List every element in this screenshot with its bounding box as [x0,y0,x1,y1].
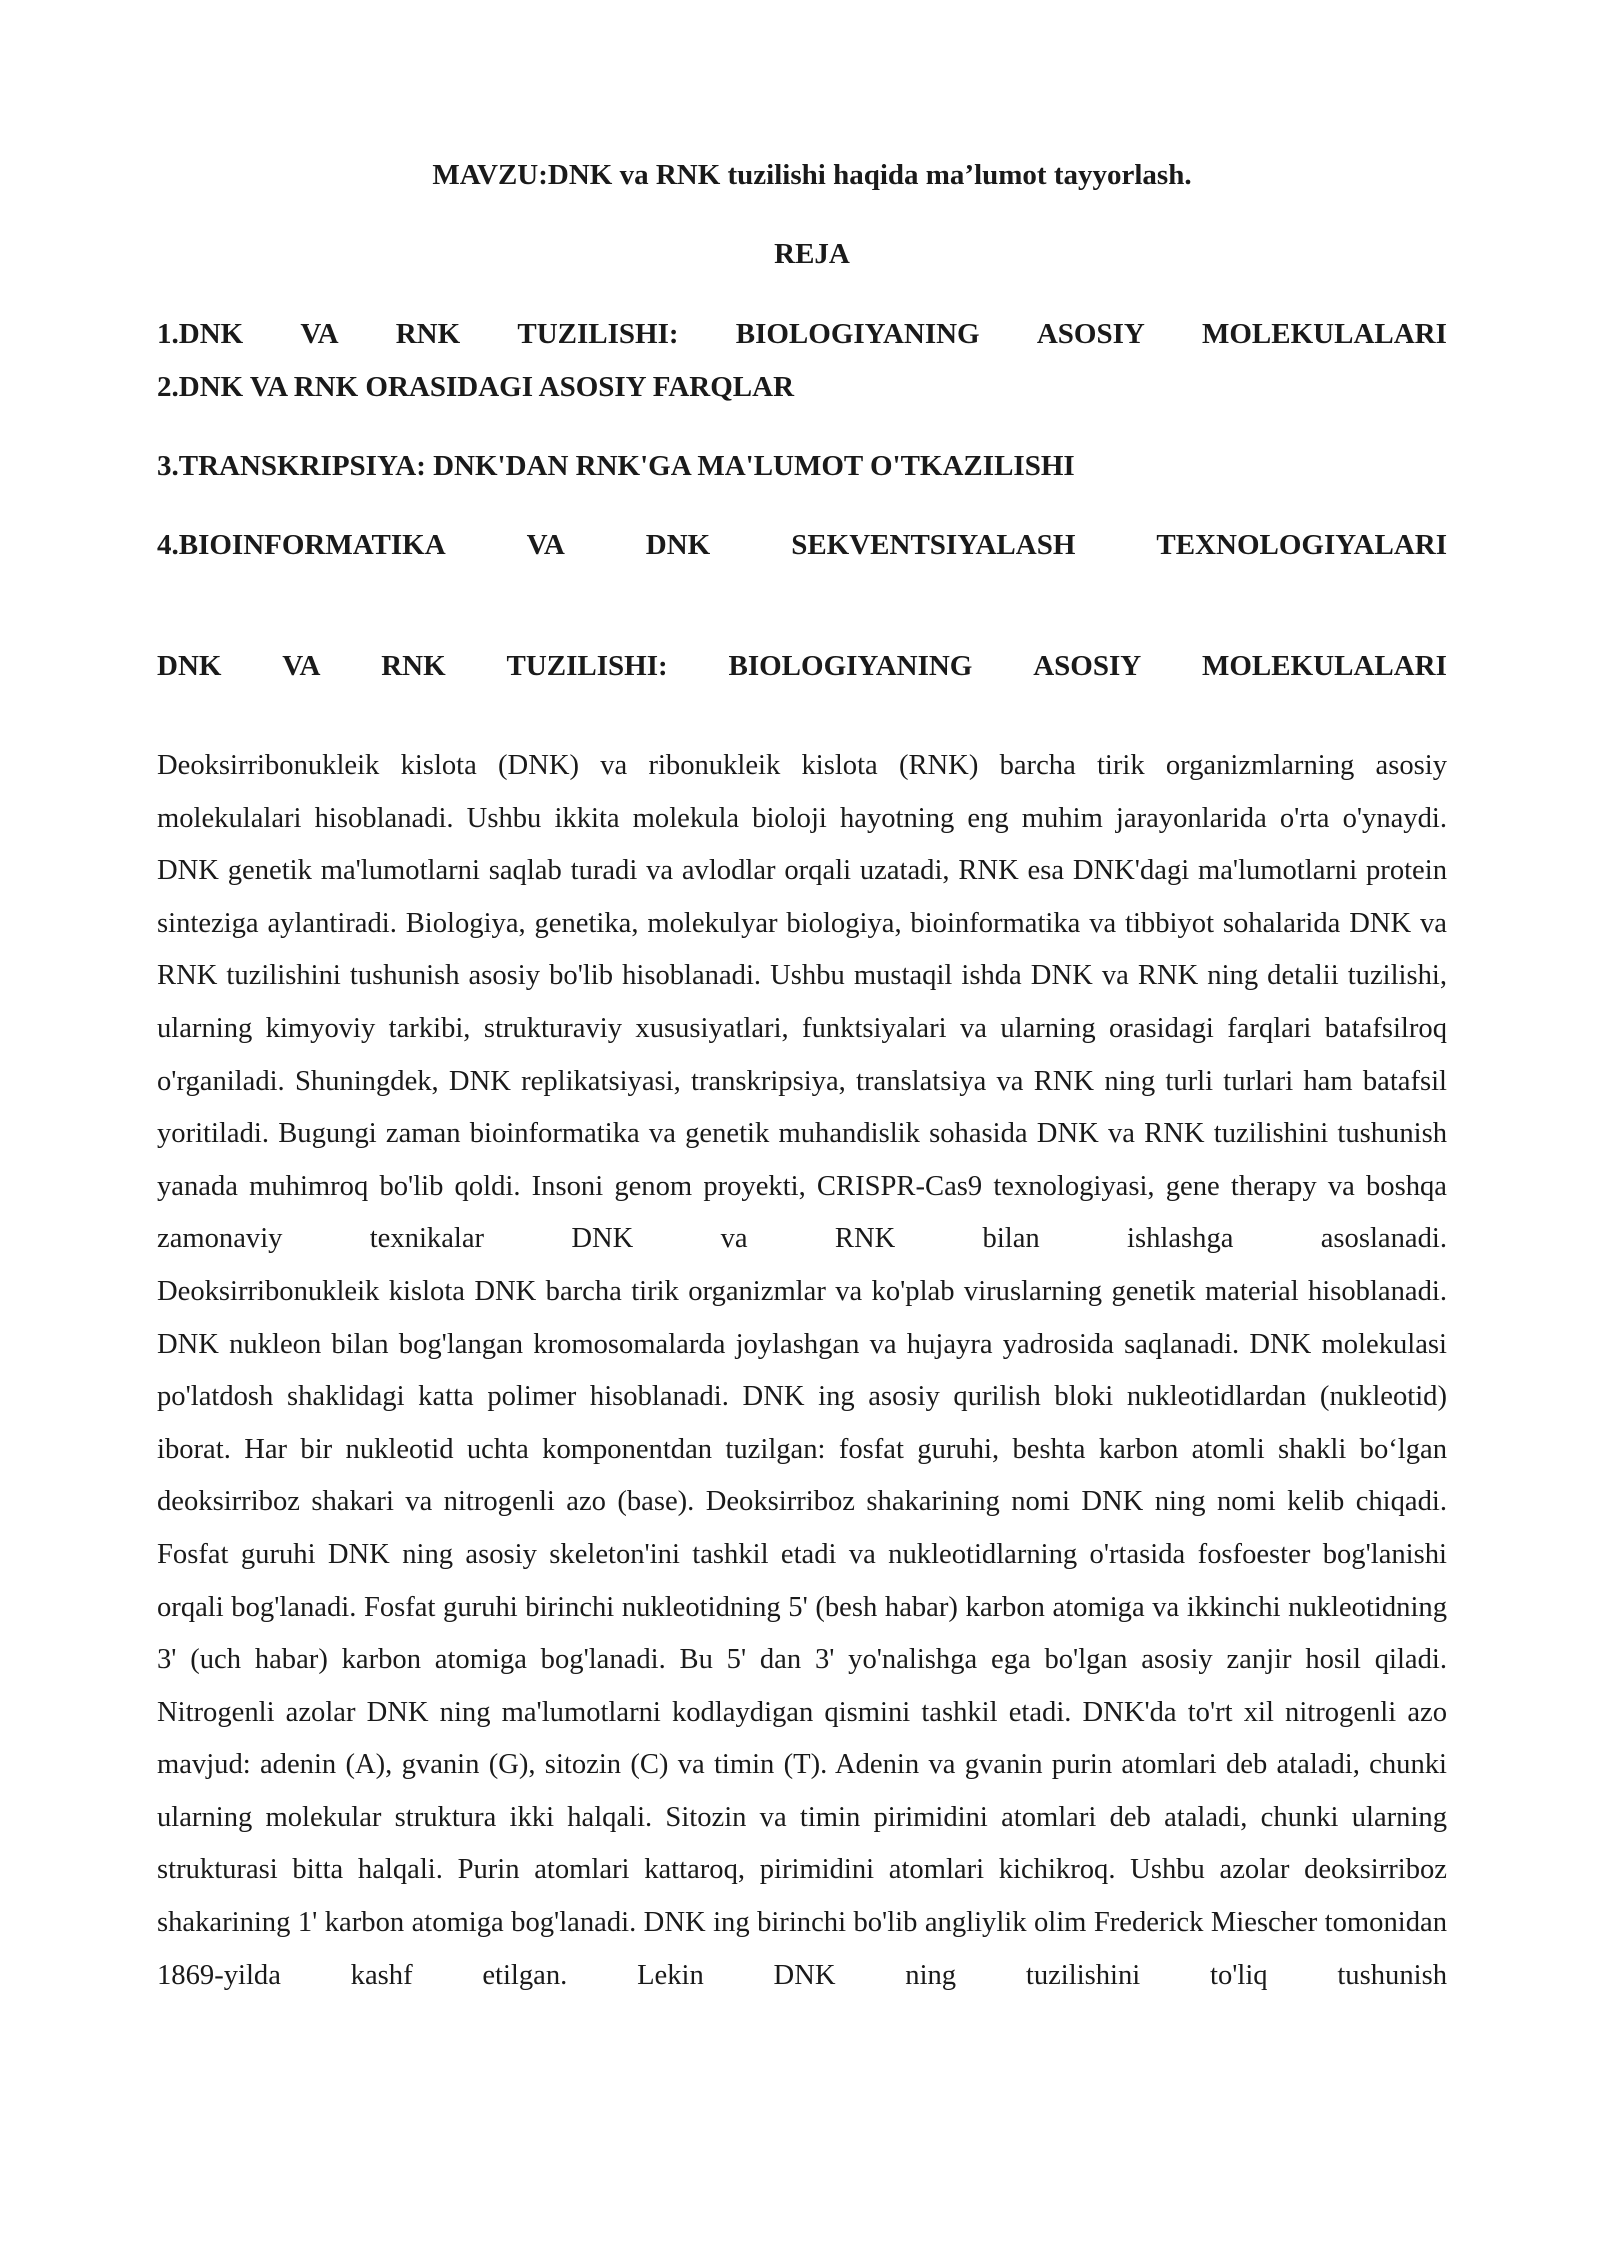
section-heading-word: BIOLOGIYANING [728,650,973,682]
toc-word: VA [526,529,565,561]
toc-word: TUZILISHI: [517,318,679,350]
section-heading-word: DNK [157,650,222,682]
document-title: MAVZU:DNK va RNK tuzilishi haqida ma’lumot tayyorlash. [432,159,1192,191]
toc-item-4 [157,519,1447,572]
section-heading-word: RNK [381,650,446,682]
table-of-contents [157,308,1447,572]
toc-word: RNK [395,318,461,350]
paragraph-3: Nitrogenli azolar DNK ning ma'lumotlarni kodlaydigan qismini tashkil etadi. DNK'da to'rt xil nitrogenli azo mavjud: adenin (A), gvanin (G), sitozin (C) va timin (T). Adenin va gvanin purin atomlari deb ataladi, chunki ularning molekular struktura ikki halqali. Sitozin va timin pirimidini atomlari deb ataladi, chunki ularning strukturasi bitta halqali. Purin atomlari kattaroq, pirimidini atomlari kichikroq. Ushbu azolar deoksirriboz shakarining 1' karbon atomiga bog'lanadi. DNK ing birinchi bo'lib angliylik olim Frederick Miescher tomonidan 1869-yilda kashf etilgan. Lekin DNK ning tuzilishini to'liq tushunish [157,1696,1447,1991]
paragraph-2: Deoksirribonukleik kislota DNK barcha tirik organizmlar va ko'plab viruslarning genetik material hisoblanadi. DNK nukleon bilan bog'langan kromosomalarda joylashgan va hujayra yadrosida saqlanadi. DNK molekulasi po'latdosh shaklidagi katta polimer hisoblanadi. DNK ing asosiy qurilish bloki nukleotidlardan (nukleotid) iborat. Har bir nukleotid uchta komponentdan tuzilgan: fosfat guruhi, beshta karbon atomli shakli bo‘lgan deoksirriboz shakari va nitrogenli azo (base). Deoksirriboz shakarining nomi DNK ning nomi kelib chiqadi. Fosfat guruhi DNK ning asosiy skeleton'ini tashkil etadi va nukleotidlarning o'rtasida fosfoester bog'lanishi orqali bog'lanadi. Fosfat guruhi birinchi nukleotidning 5' (besh habar) karbon atomiga va ikkinchi nukleotidning 3' (uch habar) karbon atomiga bog'lanadi. Bu 5' dan 3' yo'nalishga ega bo'lgan asosiy zanjir hosil qiladi. [157,1275,1447,1676]
toc-word: ASOSIY [1036,318,1145,350]
paragraph-1: Deoksirribonukleik kislota (DNK) va ribonukleik kislota (RNK) barcha tirik organizmlarning asosiy molekulalari hisoblanadi. Ushbu ikkita molekula bioloji hayotning eng muhim jarayonlarida o'rta o'ynaydi. DNK genetik ma'lumotlarni saqlab turadi va avlodlar orqali uzatadi, RNK esa DNK'dagi ma'lumotlarni protein sinteziga aylantiradi. Biologiya, genetika, molekulyar biologiya, bioinformatika va tibbiyot sohalarida DNK va RNK tuzilishini tushunish asosiy bo'lib hisoblanadi. Ushbu mustaqil ishda DNK va RNK ning detalii tuzilishi, ularning kimyoviy tarkibi, strukturaviy xususiyatlari, funktsiyalari va ularning orasidagi farqlari batafsilroq o'rganiladi. Shuningdek, DNK replikatsiyasi, transkripsiya, translatsiya va RNK ning turli turlari ham batafsil yoritiladi. Bugungi zaman bioinformatika va genetik muhandislik sohasida DNK va RNK tuzilishini tushunish yanada muhimroq bo'lib qoldi. Insoni genom proyekti, CRISPR-Cas9 texnologiyasi, gene therapy va boshqa zamonaviy texnikalar DNK va RNK bilan ishlashga asoslanadi. [157,750,1447,1255]
section-heading [157,640,1447,693]
toc-word: TEXNOLOGIYALARI [1156,529,1447,561]
toc-word: VA [300,318,339,350]
body-text [157,740,1447,2002]
section-heading-word: VA [282,650,321,682]
toc-word: MOLEKULALARI [1202,318,1447,350]
toc-word: 4.BIOINFORMATIKA [157,529,446,561]
plan-heading: REJA [774,238,850,270]
toc-word: 1.DNK [157,318,244,350]
section-heading-word: ASOSIY [1033,650,1142,682]
section-heading-word: MOLEKULALARI [1202,650,1447,682]
toc-word: SEKVENTSIYALASH [791,529,1076,561]
toc-item-2: 2.DNK VA RNK ORASIDAGI ASOSIY FARQLAR [157,371,795,403]
section-heading-word: TUZILISHI: [506,650,668,682]
toc-word: BIOLOGIYANING [735,318,980,350]
toc-item-1 [157,308,1447,361]
toc-item-3: 3.TRANSKRIPSIYA: DNK'DAN RNK'GA MA'LUMOT O'TKAZILISHI [157,450,1075,482]
toc-word: DNK [645,529,711,561]
document-page [157,150,1447,2002]
